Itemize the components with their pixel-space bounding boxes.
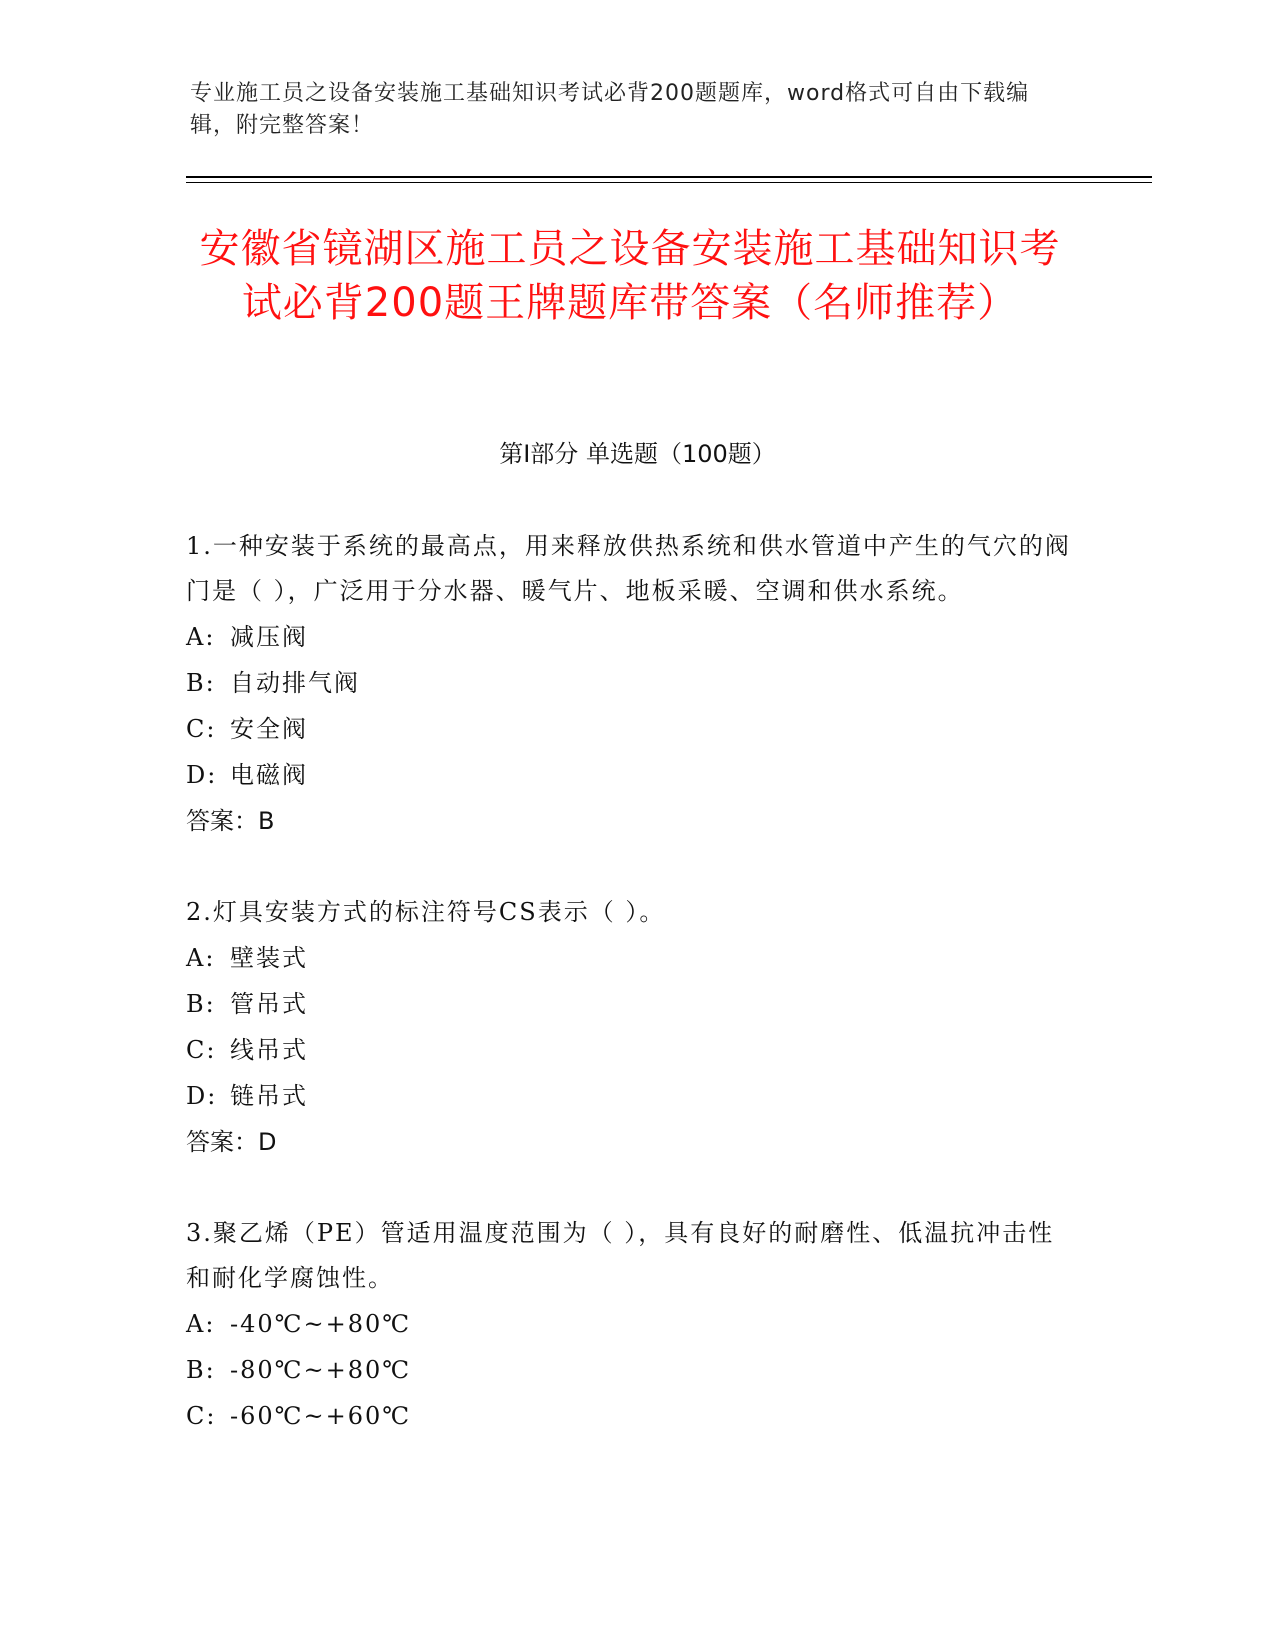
option-text: -60℃~+60℃ — [230, 1402, 412, 1430]
option-b — [186, 660, 1076, 706]
option-key: A: — [186, 1310, 216, 1338]
header-note: 专业施工员之设备安装施工基础知识考试必背200题题库，word格式可自由下载编辑，附完整答案！ — [190, 81, 1030, 138]
option-key: C: — [186, 715, 217, 743]
option-key: B: — [186, 1356, 216, 1384]
header-divider-thin — [186, 182, 1152, 183]
question-list — [186, 524, 1076, 1485]
option-text: 链吊式 — [230, 1082, 308, 1110]
option-a — [186, 935, 1076, 981]
section-title: 第I部分 单选题（100题） — [499, 440, 776, 468]
option-a — [186, 614, 1076, 660]
option-key: D: — [186, 1082, 218, 1110]
option-key: D: — [186, 761, 218, 789]
option-key: B: — [186, 990, 216, 1018]
document-title: 安徽省镜湖区施工员之设备安装施工基础知识考试必背200题王牌题库带答案（名师推荐） — [199, 226, 1061, 326]
option-b — [186, 1347, 1076, 1393]
option-text: -40℃~+80℃ — [230, 1310, 412, 1338]
question-2 — [186, 890, 1076, 1165]
option-text: 壁装式 — [230, 944, 308, 972]
option-text: 安全阀 — [230, 715, 308, 743]
option-c — [186, 1393, 1076, 1439]
option-key: A: — [186, 623, 216, 651]
option-text: -80℃~+80℃ — [230, 1356, 412, 1384]
option-key: A: — [186, 944, 216, 972]
option-text: 管吊式 — [230, 990, 308, 1018]
option-key: C: — [186, 1402, 217, 1430]
question-1 — [186, 524, 1076, 844]
option-c — [186, 706, 1076, 752]
question-stem: 3.聚乙烯（PE）管适用温度范围为（ ），具有良好的耐磨性、低温抗冲击性和耐化学腐蚀性。 — [186, 1219, 1055, 1292]
option-text: 减压阀 — [230, 623, 308, 651]
option-text: 线吊式 — [230, 1036, 308, 1064]
question-stem: 1.一种安装于系统的最高点，用来释放供热系统和供水管道中产生的气穴的阀门是（ ），广泛用于分水器、暖气片、地板采暖、空调和供水系统。 — [186, 532, 1071, 605]
question-3 — [186, 1211, 1076, 1439]
option-d — [186, 1073, 1076, 1119]
option-a — [186, 1301, 1076, 1347]
option-text: 电磁阀 — [230, 761, 308, 789]
option-key: C: — [186, 1036, 217, 1064]
option-key: B: — [186, 669, 216, 697]
answer-line: 答案：D — [186, 1128, 277, 1156]
option-c — [186, 1027, 1076, 1073]
answer-line: 答案：B — [186, 807, 275, 835]
header-divider-thick — [186, 176, 1152, 178]
option-text: 自动排气阀 — [230, 669, 360, 697]
question-stem: 2.灯具安装方式的标注符号CS表示（ ）。 — [186, 898, 666, 926]
option-d — [186, 752, 1076, 798]
option-b — [186, 981, 1076, 1027]
